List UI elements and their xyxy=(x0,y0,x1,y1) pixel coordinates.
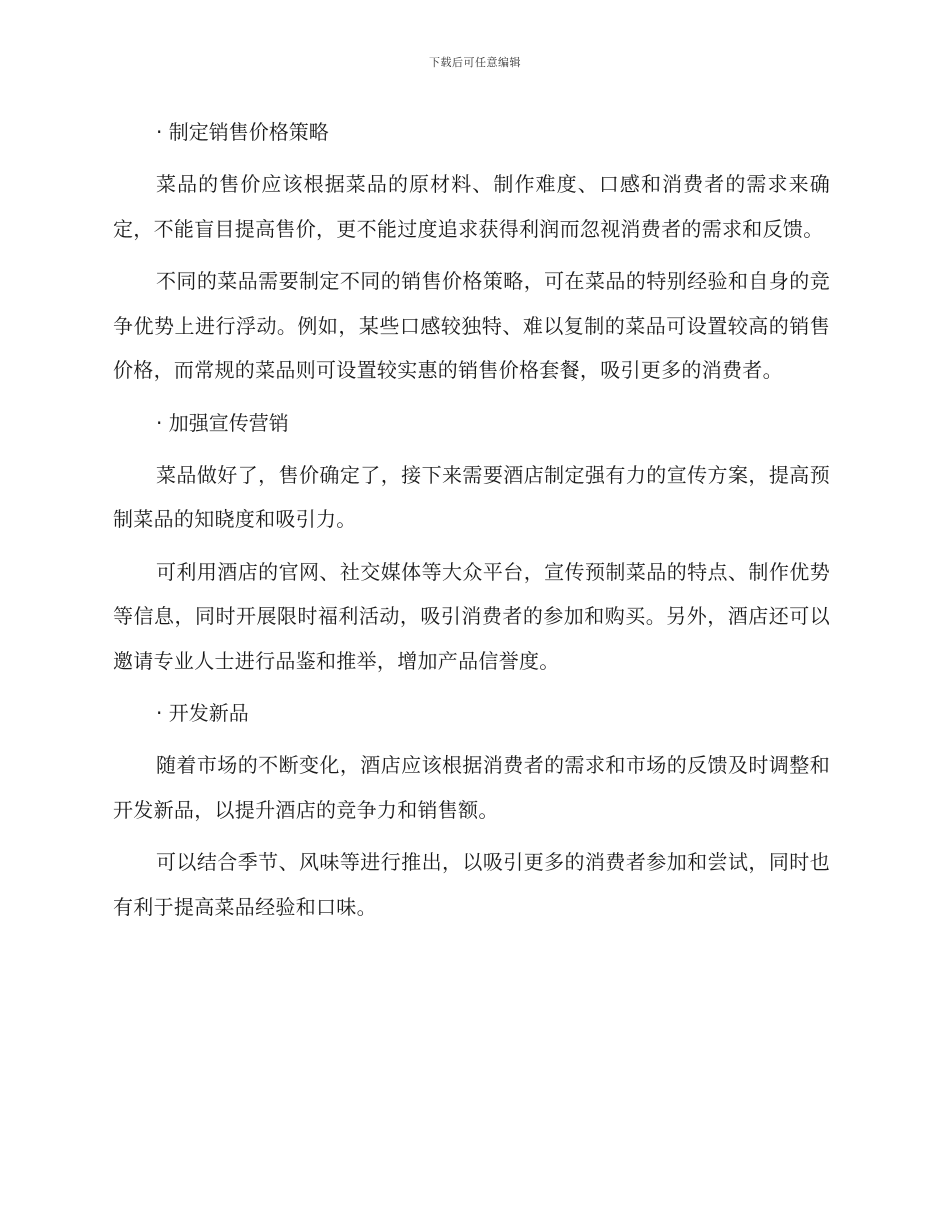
paragraph: 菜品做好了，售价确定了，接下来需要酒店制定强有力的宣传方案，提高预制菜品的知晓度和吸引力。 xyxy=(113,462,830,531)
paragraph: 不同的菜品需要制定不同的销售价格策略，可在菜品的特别经验和自身的竞争优势上进行浮动。例如，某些口感较独特、难以复制的菜品可设置较高的销售价格，而常规的菜品则可设置较实惠的销售价格套餐，吸引更多的消费者。 xyxy=(113,269,830,382)
paragraph: 随着市场的不断变化，酒店应该根据消费者的需求和市场的反馈及时调整和开发新品，以提升酒店的竞争力和销售额。 xyxy=(113,753,830,822)
paragraph: 可利用酒店的官网、社交媒体等大众平台，宣传预制菜品的特点、制作优势等信息，同时开展限时福利活动，吸引消费者的参加和购买。另外，酒店还可以邀请专业人士进行品鉴和推举，增加产品信誉度。 xyxy=(113,559,830,673)
section-heading-marketing: · 加强宣传营销 xyxy=(156,410,289,435)
paragraph: 菜品的售价应该根据菜品的原材料、制作难度、口感和消费者的需求来确定，不能盲目提高售价，更不能过度追求获得利润而忽视消费者的需求和反馈。 xyxy=(113,172,830,241)
paragraph: 可以结合季节、风味等进行推出，以吸引更多的消费者参加和尝试，同时也有利于提高菜品经验和口味。 xyxy=(113,850,830,919)
section-heading-new-products: · 开发新品 xyxy=(156,701,249,725)
page-header-note: 下载后可任意编辑 xyxy=(429,56,521,69)
document-body xyxy=(113,110,830,937)
section-heading-pricing: · 制定销售价格策略 xyxy=(156,120,329,144)
